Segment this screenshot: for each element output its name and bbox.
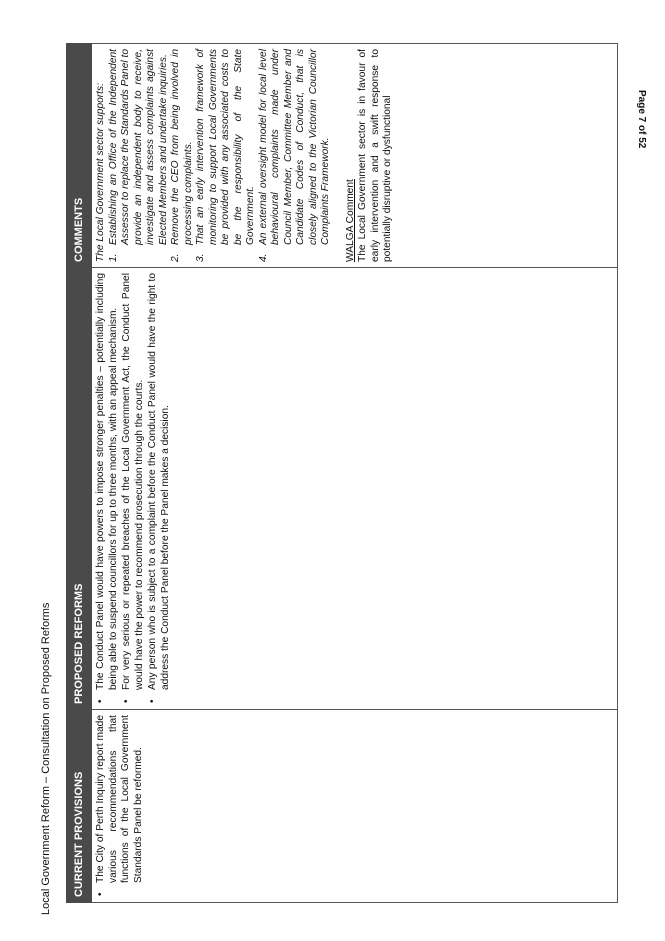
header-current-provisions: CURRENT PROVISIONS (67, 710, 92, 903)
item-text: That an early intervention framework of monitoring to support Local Governments be provided with any associated costs to be the responsibility of the State Government. (195, 49, 256, 245)
table-row (92, 44, 618, 903)
comments-cell (92, 44, 618, 268)
walga-comment-text: The Local Government sector is in favour of early intervention and a swift response to potentially disruptive or dysfunctional (357, 49, 393, 262)
current-provisions-cell (92, 710, 618, 903)
list-item: • For very serious or repeated breaches of the Local Government Act, the Conduct Panel would have the power to recommend prosecution through the courts. (121, 273, 146, 690)
proposed-reforms-cell (92, 268, 618, 710)
list-item: • The City of Perth Inquiry report made various recommendations that functions of the Local Government Standards Panel be reformed. (95, 715, 145, 883)
table-header-row (67, 44, 92, 903)
proposed-reforms-list (95, 273, 172, 704)
list-item (170, 49, 195, 262)
list-item (195, 49, 258, 262)
list-item (107, 49, 171, 262)
item-number: 1. (107, 253, 119, 262)
header-comments: COMMENTS (67, 44, 92, 268)
item-number: 2. (170, 253, 181, 262)
header-proposed-reforms: PROPOSED REFORMS (67, 268, 92, 710)
list-item (257, 49, 333, 262)
document-title: Local Government Reform – Consultation on Proposed Reforms (40, 602, 52, 915)
item-text: Establishing an Office of the Independent Assessor to replace the Standards Panel to provide an independent body to receive, investigate and assess complaints against Elected Members and undertake inquiries. (107, 49, 169, 245)
item-number: 3. (195, 253, 206, 262)
reform-table (66, 43, 618, 903)
page-number: Page 7 of 52 (636, 90, 647, 149)
item-text: Remove the CEO from being involved in processing complaints. (170, 49, 194, 245)
comments-intro: The Local Government sector supports: (95, 83, 106, 262)
item-number: 4. (257, 253, 269, 262)
current-provisions-list (95, 715, 145, 897)
comments-numbered-list (108, 49, 333, 262)
item-text: An external oversight model for local level behavioural complaints made under Council Member, Committee Member and Candidate Codes of Conduct, that is closely aligned to the Victorian Councillor Complaints Framework. (257, 49, 331, 245)
walga-comment-heading: WALGA Comment (344, 179, 356, 262)
list-item: • Any person who is subject to a complaint before the Conduct Panel would have the right to address the Conduct Panel before the Panel makes a decision. (147, 273, 172, 690)
list-item: • The Conduct Panel would have powers to impose stronger penalties – potentially including being able to suspend councillors for up to three months, with an appeal mechanism. (95, 273, 120, 690)
